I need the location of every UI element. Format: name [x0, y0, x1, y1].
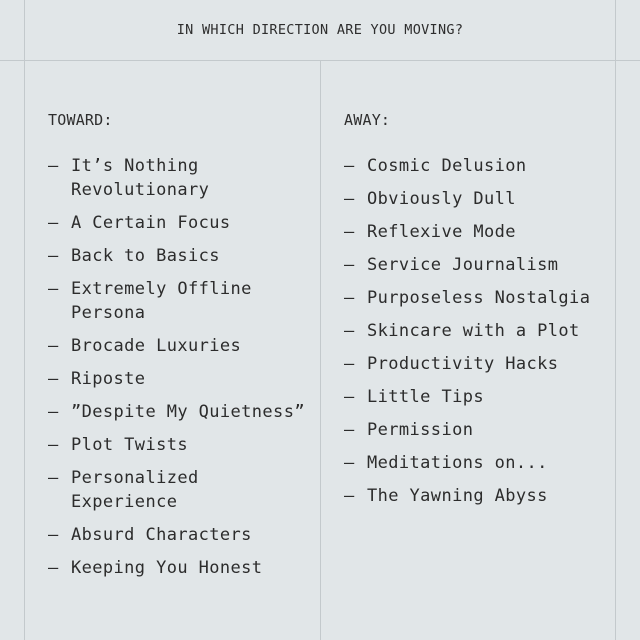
list-item — [48, 466, 310, 514]
list-item — [344, 220, 606, 244]
list-item-label: Personalized Experience — [71, 468, 199, 512]
list-bullet: – — [48, 279, 59, 299]
list-item-label: Absurd Characters — [71, 525, 252, 545]
list-item — [344, 484, 606, 508]
list-bullet: – — [48, 336, 59, 356]
list-bullet: – — [344, 222, 355, 242]
list-item — [344, 154, 606, 178]
list-item — [344, 451, 606, 475]
list-item-label: Permission — [367, 420, 474, 440]
list-item — [48, 433, 310, 457]
list-bullet: – — [344, 255, 355, 275]
list-item-label: Back to Basics — [71, 246, 220, 266]
list-bullet: – — [344, 486, 355, 506]
toward-column — [48, 110, 310, 589]
grid-line-right — [615, 0, 616, 640]
list-item-label: Skincare with a Plot — [367, 321, 580, 341]
list-bullet: – — [48, 468, 59, 488]
list-item — [48, 367, 310, 391]
list-bullet: – — [48, 369, 59, 389]
away-title: AWAY: — [344, 111, 391, 129]
list-bullet: – — [344, 288, 355, 308]
list-bullet: – — [48, 402, 59, 422]
list-item — [48, 277, 310, 325]
list-item-label: Service Journalism — [367, 255, 559, 275]
list-item — [344, 418, 606, 442]
grid-line-center — [320, 60, 321, 640]
list-item-label: Brocade Luxuries — [71, 336, 242, 356]
list-item — [344, 385, 606, 409]
list-item — [48, 556, 310, 580]
list-item-label: Productivity Hacks — [367, 354, 559, 374]
away-list — [344, 154, 606, 508]
grid-line-left — [24, 0, 25, 640]
toward-list — [48, 154, 310, 580]
toward-title: TOWARD: — [48, 111, 113, 129]
list-bullet: – — [48, 246, 59, 266]
list-item-label: Meditations on... — [367, 453, 548, 473]
list-bullet: – — [48, 213, 59, 233]
list-item-label: Little Tips — [367, 387, 484, 407]
away-column — [344, 110, 606, 517]
list-item — [344, 286, 606, 310]
list-bullet: – — [344, 321, 355, 341]
page-title: IN WHICH DIRECTION ARE YOU MOVING? — [176, 22, 464, 38]
list-item-label: Plot Twists — [71, 435, 188, 455]
list-bullet: – — [344, 453, 355, 473]
list-item — [344, 253, 606, 277]
list-bullet: – — [344, 387, 355, 407]
list-bullet: – — [344, 156, 355, 176]
list-item — [48, 154, 310, 202]
list-item-label: Reflexive Mode — [367, 222, 516, 242]
list-item-label: Riposte — [71, 369, 146, 389]
list-bullet: – — [48, 558, 59, 578]
list-bullet: – — [344, 189, 355, 209]
list-item — [344, 352, 606, 376]
list-item — [344, 187, 606, 211]
list-item-label: Extremely Offline Persona — [71, 279, 252, 323]
list-bullet: – — [344, 354, 355, 374]
list-item — [48, 523, 310, 547]
list-item — [48, 244, 310, 268]
list-item-label: The Yawning Abyss — [367, 486, 548, 506]
list-item-label: ”Despite My Quietness” — [71, 402, 305, 422]
grid-line-header — [0, 60, 640, 61]
list-item-label: Obviously Dull — [367, 189, 516, 209]
list-bullet: – — [344, 420, 355, 440]
list-bullet: – — [48, 525, 59, 545]
list-item — [48, 334, 310, 358]
list-item — [48, 400, 310, 424]
list-item — [48, 211, 310, 235]
list-item-label: Purposeless Nostalgia — [367, 288, 591, 308]
list-item-label: It’s Nothing Revolutionary — [71, 156, 210, 200]
list-bullet: – — [48, 435, 59, 455]
list-item-label: Keeping You Honest — [71, 558, 263, 578]
list-item-label: Cosmic Delusion — [367, 156, 527, 176]
list-item — [344, 319, 606, 343]
list-item-label: A Certain Focus — [71, 213, 231, 233]
list-bullet: – — [48, 156, 59, 176]
